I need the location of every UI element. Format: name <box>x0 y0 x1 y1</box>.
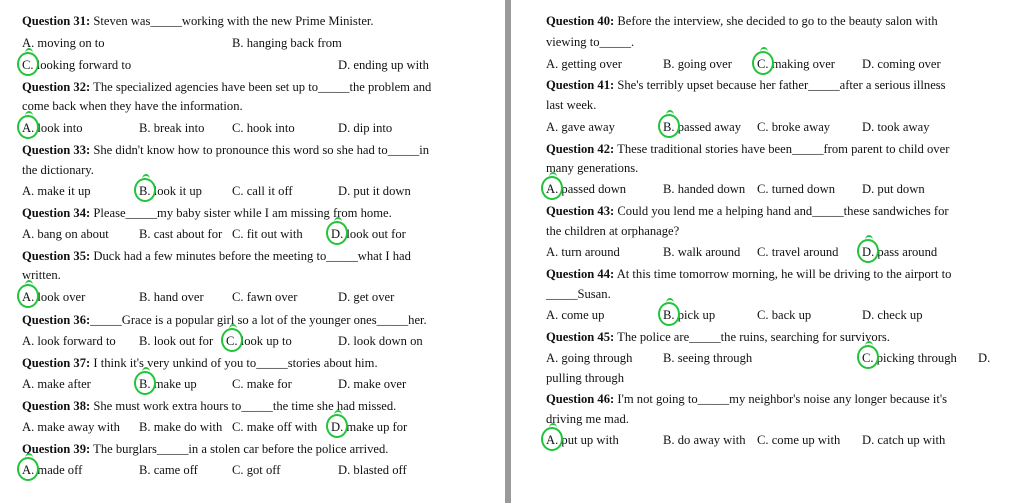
q38-option-a[interactable]: A. make away with <box>22 420 120 434</box>
question-41-cont: last week. <box>546 98 597 112</box>
q39-option-d[interactable]: D. blasted off <box>338 463 407 477</box>
q32-option-a[interactable]: A. look into <box>22 120 83 136</box>
question-45: Question 45: The police are_____the ruins, searching for survivors. <box>546 330 890 344</box>
question-33: Question 33: She didn't know how to pronounce this word so she had to_____in <box>22 143 430 157</box>
question-40: Question 40: Before the interview, she decided to go to the beauty salon with <box>546 14 938 28</box>
q43-option-a[interactable]: A. turn around <box>546 245 620 259</box>
q34-option-b[interactable]: B. cast about for <box>139 227 223 241</box>
q33-option-b[interactable]: B. look it up <box>139 183 202 199</box>
q36-option-d[interactable]: D. look down on <box>338 334 423 348</box>
q38-option-d[interactable]: D. make up for <box>331 419 407 435</box>
q34-option-d[interactable]: D. look out for <box>331 226 406 242</box>
q41-option-a[interactable]: A. gave away <box>546 120 615 134</box>
question-42-cont: many generations. <box>546 161 639 175</box>
question-41: Question 41: She's terribly upset because her father_____after a serious illness <box>546 78 946 92</box>
question-43-cont: the children at orphanage? <box>546 224 680 238</box>
question-36: Question 36:_____Grace is a popular girl so a lot of the younger ones_____her. <box>22 313 427 327</box>
q38-option-b[interactable]: B. make do with <box>139 420 223 434</box>
question-34: Question 34: Please_____my baby sister while I am missing from home. <box>22 206 392 220</box>
q31-option-b[interactable]: B. hanging back from <box>232 36 342 50</box>
q42-option-a[interactable]: A. passed down <box>546 181 626 197</box>
q35-option-d[interactable]: D. get over <box>338 290 395 304</box>
q39-option-b[interactable]: B. came off <box>139 463 198 477</box>
question-40-cont: viewing to_____. <box>546 35 635 49</box>
q42-option-c[interactable]: C. turned down <box>757 182 836 196</box>
q33-option-a[interactable]: A. make it up <box>22 184 91 198</box>
q42-option-d[interactable]: D. put down <box>862 182 925 196</box>
q44-option-d[interactable]: D. check up <box>862 308 923 322</box>
question-32: Question 32: The specialized agencies have been set up to_____the problem and <box>22 80 432 94</box>
q44-option-b[interactable]: B. pick up <box>663 307 715 323</box>
q37-option-b[interactable]: B. make up <box>139 376 197 392</box>
q45-option-d[interactable]: D. <box>978 351 991 365</box>
q42-option-b[interactable]: B. handed down <box>663 182 746 196</box>
q44-option-c[interactable]: C. back up <box>757 308 812 322</box>
q44-option-a[interactable]: A. come up <box>546 308 605 322</box>
question-44: Question 44: At this time tomorrow morning, he will be driving to the airport to <box>546 267 952 281</box>
question-46-cont: driving me mad. <box>546 412 629 426</box>
q36-option-a[interactable]: A. look forward to <box>22 334 116 348</box>
q40-option-c[interactable]: C. making over <box>757 56 835 72</box>
q36-option-b[interactable]: B. look out for <box>139 334 214 348</box>
q39-option-c[interactable]: C. got off <box>232 463 281 477</box>
q37-option-c[interactable]: C. make for <box>232 377 292 391</box>
q46-option-c[interactable]: C. come up with <box>757 433 841 447</box>
q34-option-c[interactable]: C. fit out with <box>232 227 303 241</box>
q39-option-a[interactable]: A. made off <box>22 462 82 478</box>
question-35: Question 35: Duck had a few minutes before the meeting to_____what I had <box>22 249 411 263</box>
q38-option-c[interactable]: C. make off with <box>232 420 318 434</box>
question-38: Question 38: She must work extra hours to_____the time she had missed. <box>22 399 397 413</box>
question-37: Question 37: I think it's very unkind of you to_____stories about him. <box>22 356 378 370</box>
q35-option-a[interactable]: A. look over <box>22 289 85 305</box>
q32-option-c[interactable]: C. hook into <box>232 121 295 135</box>
right-page <box>511 0 1024 503</box>
q35-option-c[interactable]: C. fawn over <box>232 290 298 304</box>
q46-option-b[interactable]: B. do away with <box>663 433 746 447</box>
question-42: Question 42: These traditional stories have been_____from parent to child over <box>546 142 950 156</box>
question-44-cont: _____Susan. <box>546 287 611 301</box>
q45-option-d-cont[interactable]: pulling through <box>546 371 625 385</box>
q31-option-d[interactable]: D. ending up with <box>338 58 429 72</box>
q43-option-d[interactable]: D. pass around <box>862 244 937 260</box>
q33-option-d[interactable]: D. put it down <box>338 184 411 198</box>
q34-option-a[interactable]: A. bang on about <box>22 227 109 241</box>
q33-option-c[interactable]: C. call it off <box>232 184 293 198</box>
q40-option-b[interactable]: B. going over <box>663 57 732 71</box>
q46-option-d[interactable]: D. catch up with <box>862 433 946 447</box>
q32-option-b[interactable]: B. break into <box>139 121 205 135</box>
q37-option-d[interactable]: D. make over <box>338 377 407 391</box>
q31-option-a[interactable]: A. moving on to <box>22 36 105 50</box>
q36-option-c[interactable]: C. look up to <box>226 333 292 349</box>
q46-option-a[interactable]: A. put up with <box>546 432 619 448</box>
q41-option-c[interactable]: C. broke away <box>757 120 831 134</box>
question-35-cont: written. <box>22 268 61 282</box>
question-32-cont: come back when they have the information. <box>22 99 243 113</box>
q37-option-a[interactable]: A. make after <box>22 377 91 391</box>
question-46: Question 46: I'm not going to_____my neighbor's noise any longer because it's <box>546 392 948 406</box>
question-39: Question 39: The burglars_____in a stolen car before the police arrived. <box>22 442 389 456</box>
q45-option-a[interactable]: A. going through <box>546 351 633 365</box>
question-31: Question 31: Steven was_____working with the new Prime Minister. <box>22 14 374 28</box>
q31-option-c[interactable]: C. looking forward to <box>22 57 131 73</box>
q45-option-b[interactable]: B. seeing through <box>663 351 753 365</box>
question-43: Question 43: Could you lend me a helping hand and_____these sandwiches for <box>546 204 949 218</box>
q45-option-c[interactable]: C. picking through <box>862 350 957 366</box>
q43-option-b[interactable]: B. walk around <box>663 245 741 259</box>
q40-option-a[interactable]: A. getting over <box>546 57 622 71</box>
q35-option-b[interactable]: B. hand over <box>139 290 204 304</box>
left-page <box>0 0 505 503</box>
q41-option-d[interactable]: D. took away <box>862 120 930 134</box>
q40-option-d[interactable]: D. coming over <box>862 57 941 71</box>
q41-option-b[interactable]: B. passed away <box>663 119 741 135</box>
q32-option-d[interactable]: D. dip into <box>338 121 393 135</box>
q43-option-c[interactable]: C. travel around <box>757 245 839 259</box>
question-33-cont: the dictionary. <box>22 163 94 177</box>
